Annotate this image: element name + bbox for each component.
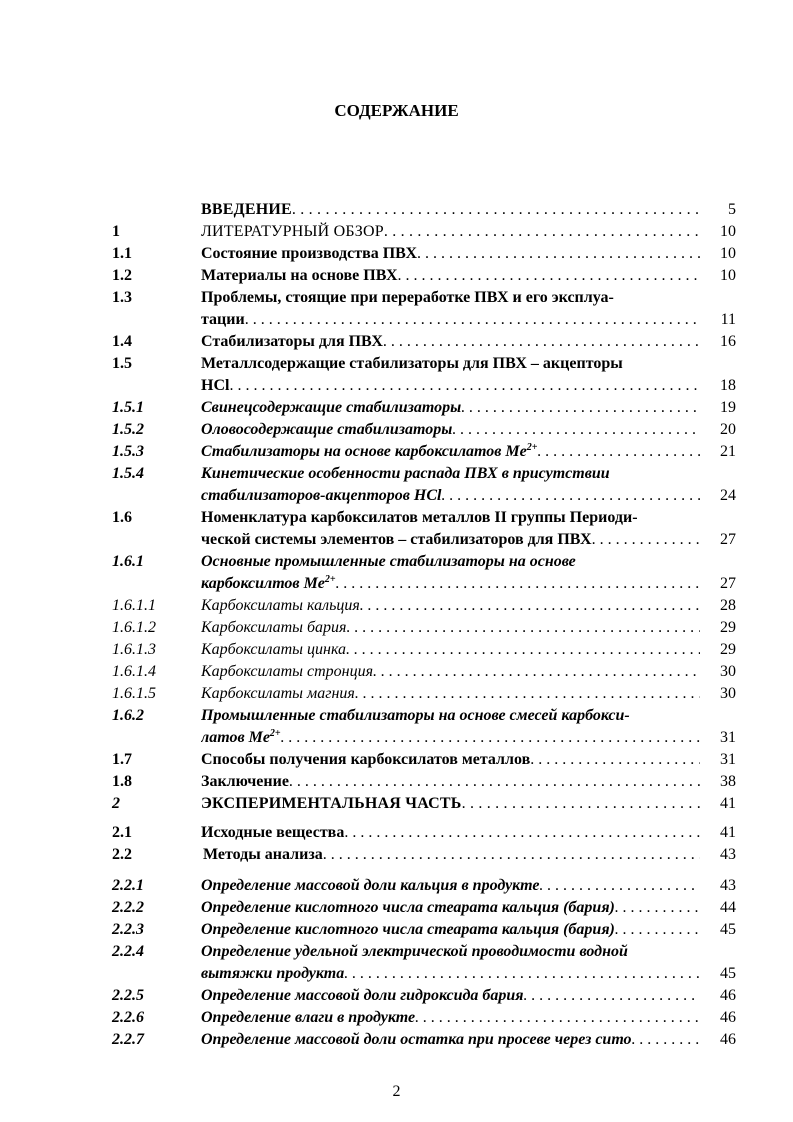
dot-leader (462, 793, 700, 815)
toc-entry[interactable] (0, 551, 793, 595)
toc-entry-text: Оловосодержащие стабилизаторы (201, 421, 453, 438)
dot-leader (245, 309, 700, 331)
toc-page-number: 43 (720, 846, 736, 863)
toc-section-number: 1.2 (112, 267, 132, 284)
toc-entry[interactable] (0, 287, 793, 331)
toc-entry-text: Заключение (201, 773, 289, 790)
toc-entry-text-cont: тации (201, 311, 245, 328)
toc-entry-text: Определение кислотного числа стеарата кальция (бария) (201, 899, 615, 916)
dot-leader (441, 485, 700, 507)
dot-leader (452, 419, 700, 441)
toc-entry[interactable] (0, 897, 793, 919)
toc-page-number: 29 (720, 641, 736, 658)
toc-entry[interactable] (0, 705, 793, 749)
dot-leader (281, 727, 700, 749)
dot-leader (461, 397, 700, 419)
dot-leader (417, 243, 700, 265)
toc-entry[interactable] (0, 822, 793, 844)
toc-entry-text: Материалы на основе ПВХ (201, 267, 398, 284)
dot-leader (539, 875, 700, 897)
toc-page-number: 28 (720, 597, 736, 614)
toc-entry-text: Основные промышленные стабилизаторы на основе (201, 553, 576, 570)
dot-leader (344, 822, 700, 844)
superscript-charge: 2+ (269, 728, 281, 739)
toc-section-number: 1.8 (112, 773, 132, 790)
dot-leader (373, 661, 700, 683)
toc-entry[interactable] (0, 595, 793, 617)
toc-page-number: 27 (720, 575, 736, 592)
toc-section-number: 1.5 (112, 355, 132, 372)
toc-page-number: 43 (720, 877, 736, 894)
toc-entry[interactable] (0, 985, 793, 1007)
toc-section-number: 1.3 (112, 289, 132, 306)
toc-entry-text: Исходные вещества (201, 824, 345, 841)
toc-entry-text: Определение массовой доли кальция в продукте (201, 877, 540, 894)
toc-entry-text: Номенклатура карбоксилатов металлов II группы Периоди- (201, 509, 638, 526)
page-title: СОДЕРЖАНИЕ (334, 101, 459, 120)
toc-entry[interactable] (0, 1007, 793, 1029)
toc-entry-text: ЭКСПЕРИМЕНТАЛЬНАЯ ЧАСТЬ (201, 795, 462, 812)
toc-entry[interactable] (0, 441, 793, 463)
toc-page-number: 46 (720, 1031, 736, 1048)
toc-page-number: 27 (720, 531, 736, 548)
toc-entry-text: ЛИТЕРАТУРНЫЙ ОБЗОР (201, 223, 384, 240)
toc-page-number: 46 (720, 1009, 736, 1026)
toc-section-number: 1.5.1 (112, 399, 144, 416)
toc-page-number: 45 (720, 965, 736, 982)
toc-section-number: 1.6.2 (112, 707, 144, 724)
toc-page-number: 41 (720, 795, 736, 812)
dot-leader (524, 985, 700, 1007)
toc-entry[interactable] (0, 919, 793, 941)
toc-section-number: 2.2.5 (112, 987, 144, 1004)
toc-section-number: 2.2.6 (112, 1009, 144, 1026)
toc-page-number: 31 (720, 729, 736, 746)
toc-section-number: 2.2.4 (112, 943, 144, 960)
toc-entry-text: Металлсодержащие стабилизаторы для ПВХ – акцепторы (201, 355, 623, 372)
toc-entry-text: Карбоксилаты кальция (201, 597, 360, 614)
dot-leader (615, 897, 700, 919)
toc-section-number: 2.1 (112, 824, 132, 841)
dot-leader (292, 199, 700, 221)
dot-leader (355, 683, 700, 705)
toc-entry-text: Определение массовой доли гидроксида бария (201, 987, 524, 1004)
superscript-charge: 2+ (324, 574, 336, 585)
dot-leader (344, 963, 700, 985)
toc-section-number: 1.6.1.2 (112, 619, 156, 636)
toc-entry-text: Карбоксилаты бария (201, 619, 347, 636)
toc-entry[interactable] (0, 419, 793, 441)
toc-page-number: 38 (720, 773, 736, 790)
dot-leader (323, 844, 700, 866)
toc-entry-text: ВВЕДЕНИЕ (201, 201, 292, 218)
toc-entry-text: Определение массовой доли остатка при просеве через сито (201, 1031, 632, 1048)
toc-entry[interactable] (0, 463, 793, 507)
toc-section-number: 1.5.2 (112, 421, 144, 438)
toc-entry-text: Свинецсодержащие стабилизаторы (201, 399, 462, 416)
dot-leader (360, 595, 700, 617)
toc-section-number: 1.7 (112, 751, 132, 768)
toc-entry-text-cont: HCl (201, 377, 230, 394)
toc-section-number: 1.6.1.3 (112, 641, 156, 658)
dot-leader (398, 265, 700, 287)
toc-page-number: 11 (720, 311, 736, 328)
dot-leader (229, 375, 700, 397)
toc-entry[interactable] (0, 617, 793, 639)
toc-entry[interactable] (0, 331, 793, 353)
toc-entry-text: Карбоксилаты цинка (201, 641, 347, 658)
toc-section-number: 1.6.1.4 (112, 663, 156, 680)
toc-section-number: 1.6.1 (112, 553, 144, 570)
toc-page-number: 10 (720, 267, 736, 284)
toc-entry[interactable] (0, 243, 793, 265)
toc-entry[interactable] (0, 353, 793, 397)
toc-section-number: 1.1 (112, 245, 132, 262)
dot-leader (530, 749, 700, 771)
toc-entry[interactable] (0, 199, 793, 221)
toc-entry[interactable] (0, 639, 793, 661)
toc-entry-text: Кинетические особенности распада ПВХ в присутствии (201, 465, 610, 482)
toc-section-number: 1.4 (112, 333, 132, 350)
toc-entry[interactable] (0, 683, 793, 705)
toc-page-number: 24 (720, 487, 736, 504)
toc-entry-text: Состояние производства ПВХ (201, 245, 417, 262)
toc-page-number: 21 (720, 443, 736, 460)
superscript-charge: 2+ (526, 442, 538, 453)
toc-section-number: 1.5.3 (112, 443, 144, 460)
toc-entry-text: Карбоксилаты магния (201, 685, 355, 702)
toc-entry[interactable] (0, 1029, 793, 1051)
toc-page-number: 44 (720, 899, 736, 916)
dot-leader (346, 617, 700, 639)
toc-section-number: 2.2.2 (112, 899, 144, 916)
toc-entry-text: Определение удельной электрической проводимости водной (201, 943, 628, 960)
dot-leader (592, 529, 700, 551)
toc-entry[interactable] (0, 844, 793, 866)
dot-leader (346, 639, 700, 661)
toc-page-number: 10 (720, 245, 736, 262)
toc-entry[interactable] (0, 265, 793, 287)
toc-section-number: 1.6.1.1 (112, 597, 156, 614)
toc-entry[interactable] (0, 941, 793, 985)
toc-section-number: 2.2.3 (112, 921, 144, 938)
dot-leader (383, 331, 700, 353)
toc-entry[interactable] (0, 221, 793, 243)
toc-entry-text: Определение кислотного числа стеарата кальция (бария) (201, 921, 615, 938)
toc-page-number: 30 (720, 685, 736, 702)
toc-page-number: 29 (720, 619, 736, 636)
toc-section-number: 1.6.1.5 (112, 685, 156, 702)
toc-entry-text: Промышленные стабилизаторы на основе смесей карбокси- (201, 707, 630, 724)
toc-section-number: 2 (112, 795, 120, 812)
toc-page-number: 31 (720, 751, 736, 768)
toc-entry[interactable] (0, 661, 793, 683)
dot-leader (289, 771, 700, 793)
toc-entry-text-cont: вытяжки продукта (201, 965, 345, 982)
toc-entry-text: Стабилизаторы на основе карбоксилатов $Me^{2+}$ (201, 442, 538, 460)
toc-page-number: 41 (720, 824, 736, 841)
toc-section-number: 2.2.7 (112, 1031, 144, 1048)
toc-entry[interactable] (0, 771, 793, 793)
toc-page-number: 30 (720, 663, 736, 680)
toc-page-number: 20 (720, 421, 736, 438)
toc-entry-text: Стабилизаторы для ПВХ (201, 333, 383, 350)
toc-entry-text: Карбоксилаты стронция (201, 663, 374, 680)
toc-entry-text: Проблемы, стоящие при переработке ПВХ и его эксплуа- (201, 289, 614, 306)
toc-entry-text: Определение влаги в продукте (201, 1009, 416, 1026)
toc-entry[interactable] (0, 749, 793, 771)
dot-leader (615, 919, 700, 941)
toc-page-number: 10 (720, 223, 736, 240)
toc-entry[interactable] (0, 793, 793, 815)
toc-page-number: 19 (720, 399, 736, 416)
dot-leader (336, 573, 700, 595)
toc-page-number: 5 (728, 201, 736, 218)
toc-page-number: 18 (720, 377, 736, 394)
toc-entry-text-cont: карбоксилтов $Me^{2+}$ (201, 574, 336, 592)
toc-entry-text-cont: латов $Me^{2+}$ (201, 728, 281, 746)
toc-section-number: 1.5.4 (112, 465, 144, 482)
dot-leader (384, 221, 700, 243)
dot-leader (415, 1007, 700, 1029)
dot-leader (537, 441, 700, 463)
toc-entry-text: Методы анализа (203, 846, 323, 863)
toc-section-number: 1.6 (112, 509, 132, 526)
dot-leader (632, 1029, 700, 1051)
page-number: 2 (392, 1083, 401, 1100)
toc-page-number: 46 (720, 987, 736, 1004)
toc-entry[interactable] (0, 507, 793, 551)
toc-section-number: 1 (112, 223, 120, 240)
toc-entry[interactable] (0, 397, 793, 419)
toc-entry-text-cont: ческой системы элементов – стабилизаторов для ПВХ (201, 531, 592, 548)
toc-entry[interactable] (0, 875, 793, 897)
toc-entry-text-cont: стабилизаторов-акцепторов HCl (201, 487, 442, 504)
toc-page-number: 45 (720, 921, 736, 938)
toc-section-number: 2.2 (112, 846, 132, 863)
toc-page-number: 16 (720, 333, 736, 350)
toc-section-number: 2.2.1 (112, 877, 144, 894)
toc-entry-text: Способы получения карбоксилатов металлов (201, 751, 531, 768)
